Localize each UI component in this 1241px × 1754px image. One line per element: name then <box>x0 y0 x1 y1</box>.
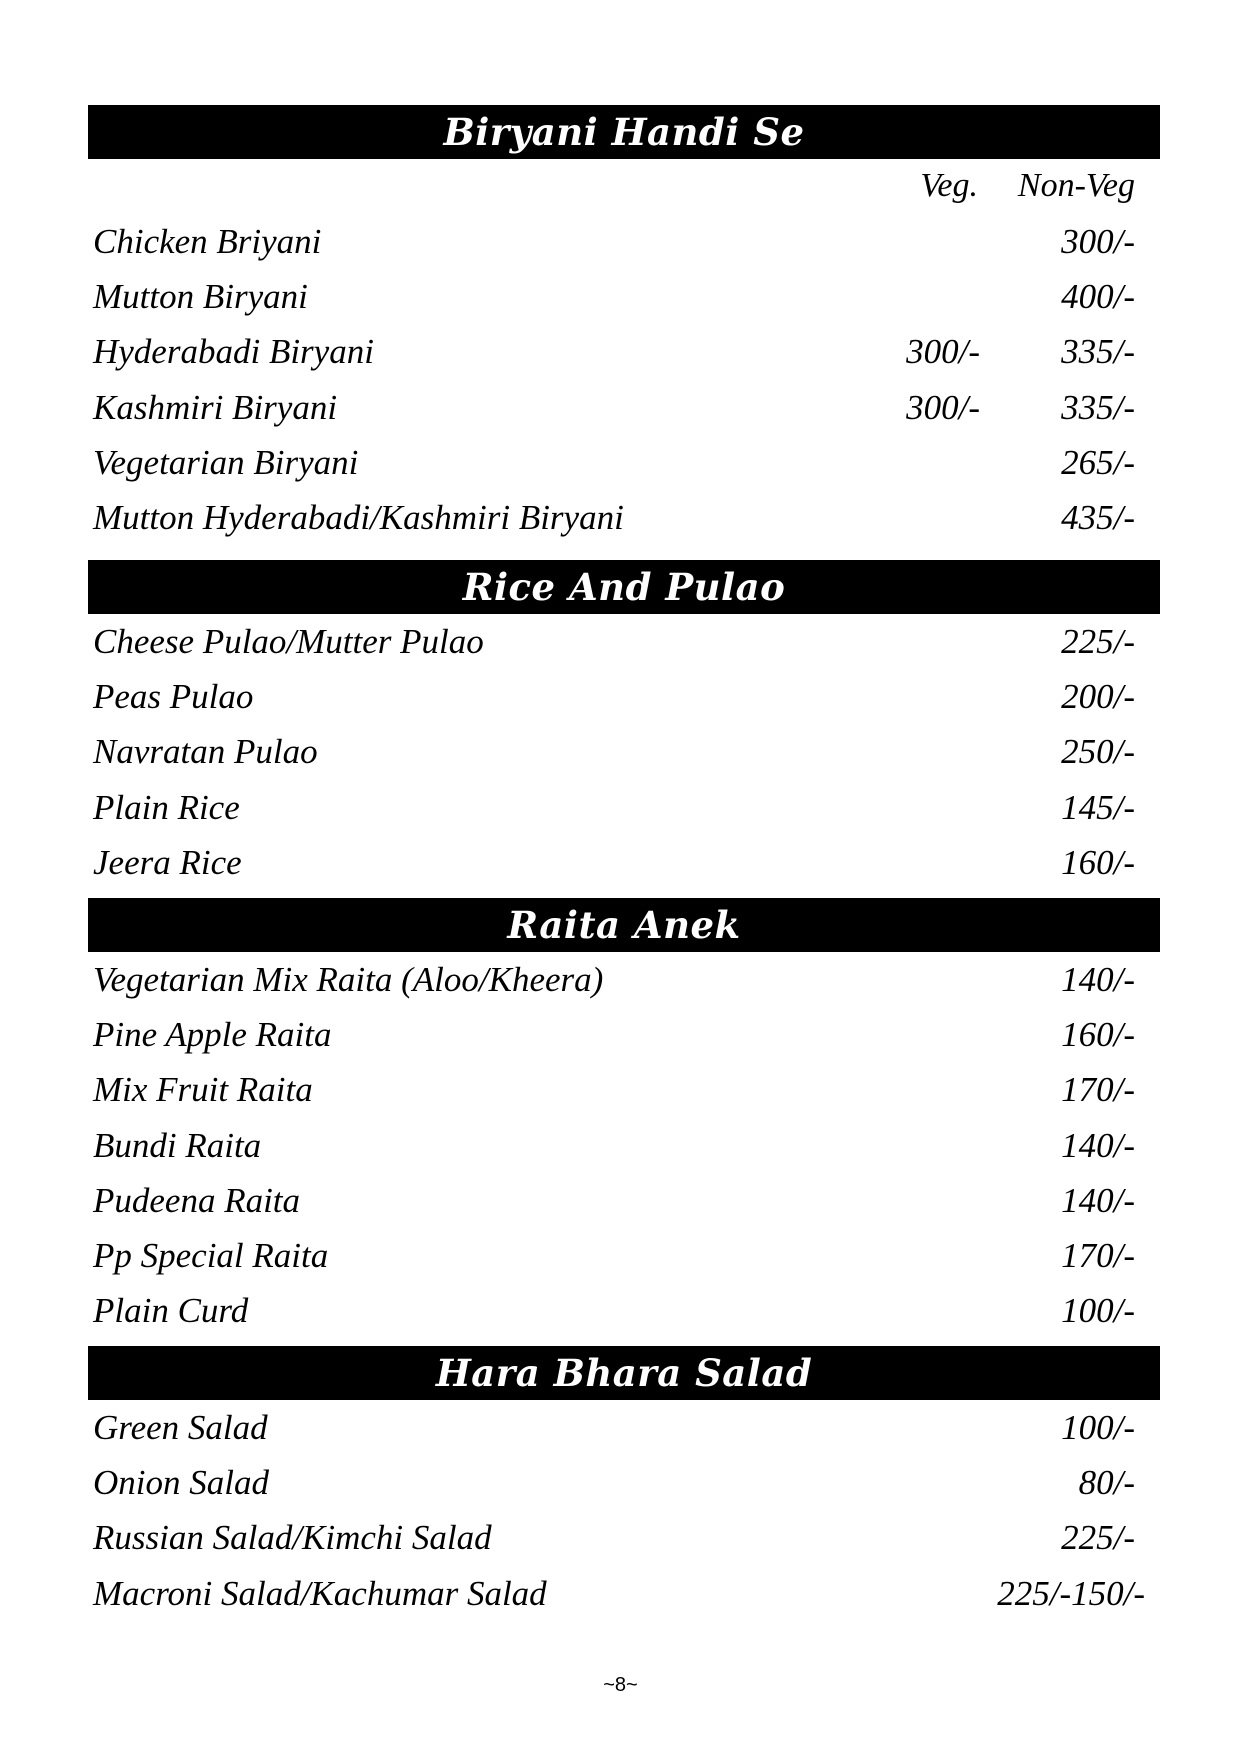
menu-item <box>88 835 1160 890</box>
menu-item <box>88 1173 1160 1228</box>
item-name: Chicken Briyani <box>93 222 322 261</box>
menu-item <box>88 269 1160 324</box>
menu-item <box>88 1566 1160 1621</box>
item-price: 140/- <box>1061 1180 1135 1220</box>
column-headers <box>88 159 1160 214</box>
item-name: Jeera Rice <box>93 842 242 882</box>
menu-item <box>88 1510 1160 1565</box>
item-price: 170/- <box>1061 1235 1135 1275</box>
item-price: 140/- <box>1061 960 1135 999</box>
section-title: Rice And Pulao <box>88 560 1160 614</box>
item-price: 140/- <box>1061 1125 1135 1165</box>
item-veg-price: 300/- <box>906 387 980 427</box>
item-name: Macroni Salad/Kachumar Salad <box>93 1573 547 1613</box>
item-price: 80/- <box>1078 1463 1135 1503</box>
section-salad <box>88 1346 1160 1621</box>
item-name: Plain Curd <box>93 1291 249 1331</box>
item-name: Hyderabadi Biryani <box>93 332 374 372</box>
veg-column-header: Veg. <box>920 167 978 204</box>
item-price: 250/- <box>1061 732 1135 772</box>
item-price: 300/- <box>1061 222 1135 261</box>
section-title: Hara Bhara Salad <box>88 1346 1160 1400</box>
item-name: Russian Salad/Kimchi Salad <box>93 1518 492 1558</box>
item-price: 170/- <box>1061 1070 1135 1110</box>
menu-item <box>88 952 1160 1007</box>
menu-item <box>88 324 1160 379</box>
item-price: 225/-150/- <box>997 1573 1145 1613</box>
item-name: Mutton Biryani <box>93 277 308 317</box>
item-name: Mutton Hyderabadi/Kashmiri Biryani <box>93 497 624 537</box>
item-name: Mix Fruit Raita <box>93 1070 313 1110</box>
menu-item <box>88 214 1160 269</box>
menu-item <box>88 1283 1160 1338</box>
item-price: 100/- <box>1061 1408 1135 1447</box>
item-price: 265/- <box>1061 442 1135 482</box>
section-rice-pulao <box>88 560 1160 890</box>
item-price: 335/- <box>1061 332 1135 372</box>
item-name: Cheese Pulao/Mutter Pulao <box>93 622 484 661</box>
section-title: Biryani Handi Se <box>88 105 1160 159</box>
item-name: Pp Special Raita <box>93 1235 329 1275</box>
menu-item <box>88 1455 1160 1510</box>
section-title: Raita Anek <box>88 898 1160 952</box>
item-name: Pine Apple Raita <box>93 1015 332 1055</box>
menu-item <box>88 780 1160 835</box>
page-number: ~8~ <box>603 1674 638 1696</box>
menu-item <box>88 1118 1160 1173</box>
item-price: 335/- <box>1061 387 1135 427</box>
item-veg-price: 300/- <box>906 332 980 372</box>
menu-item <box>88 490 1160 545</box>
item-name: Onion Salad <box>93 1463 269 1503</box>
menu-item <box>88 1062 1160 1117</box>
item-name: Kashmiri Biryani <box>93 387 338 427</box>
item-name: Green Salad <box>93 1408 268 1447</box>
menu-item <box>88 1007 1160 1062</box>
item-name: Vegetarian Biryani <box>93 442 359 482</box>
item-name: Navratan Pulao <box>93 732 318 772</box>
menu-item <box>88 724 1160 779</box>
item-price: 160/- <box>1061 842 1135 882</box>
menu-item <box>88 1228 1160 1283</box>
item-price: 160/- <box>1061 1015 1135 1055</box>
section-biryani <box>88 105 1160 545</box>
item-name: Bundi Raita <box>93 1125 262 1165</box>
menu-item <box>88 669 1160 724</box>
item-price: 200/- <box>1061 677 1135 717</box>
item-name: Vegetarian Mix Raita (Aloo/Kheera) <box>93 960 604 999</box>
item-price: 100/- <box>1061 1291 1135 1331</box>
item-price: 400/- <box>1061 277 1135 317</box>
item-price: 435/- <box>1061 497 1135 537</box>
item-name: Pudeena Raita <box>93 1180 301 1220</box>
item-price: 225/- <box>1061 622 1135 661</box>
nonveg-column-header: Non-Veg <box>1017 167 1135 204</box>
item-name: Peas Pulao <box>93 677 254 717</box>
menu-item <box>88 380 1160 435</box>
item-name: Plain Rice <box>93 787 240 827</box>
item-price: 225/- <box>1061 1518 1135 1558</box>
section-raita <box>88 898 1160 1338</box>
item-price: 145/- <box>1061 787 1135 827</box>
menu-item <box>88 614 1160 669</box>
menu-item <box>88 1400 1160 1455</box>
menu-item <box>88 435 1160 490</box>
